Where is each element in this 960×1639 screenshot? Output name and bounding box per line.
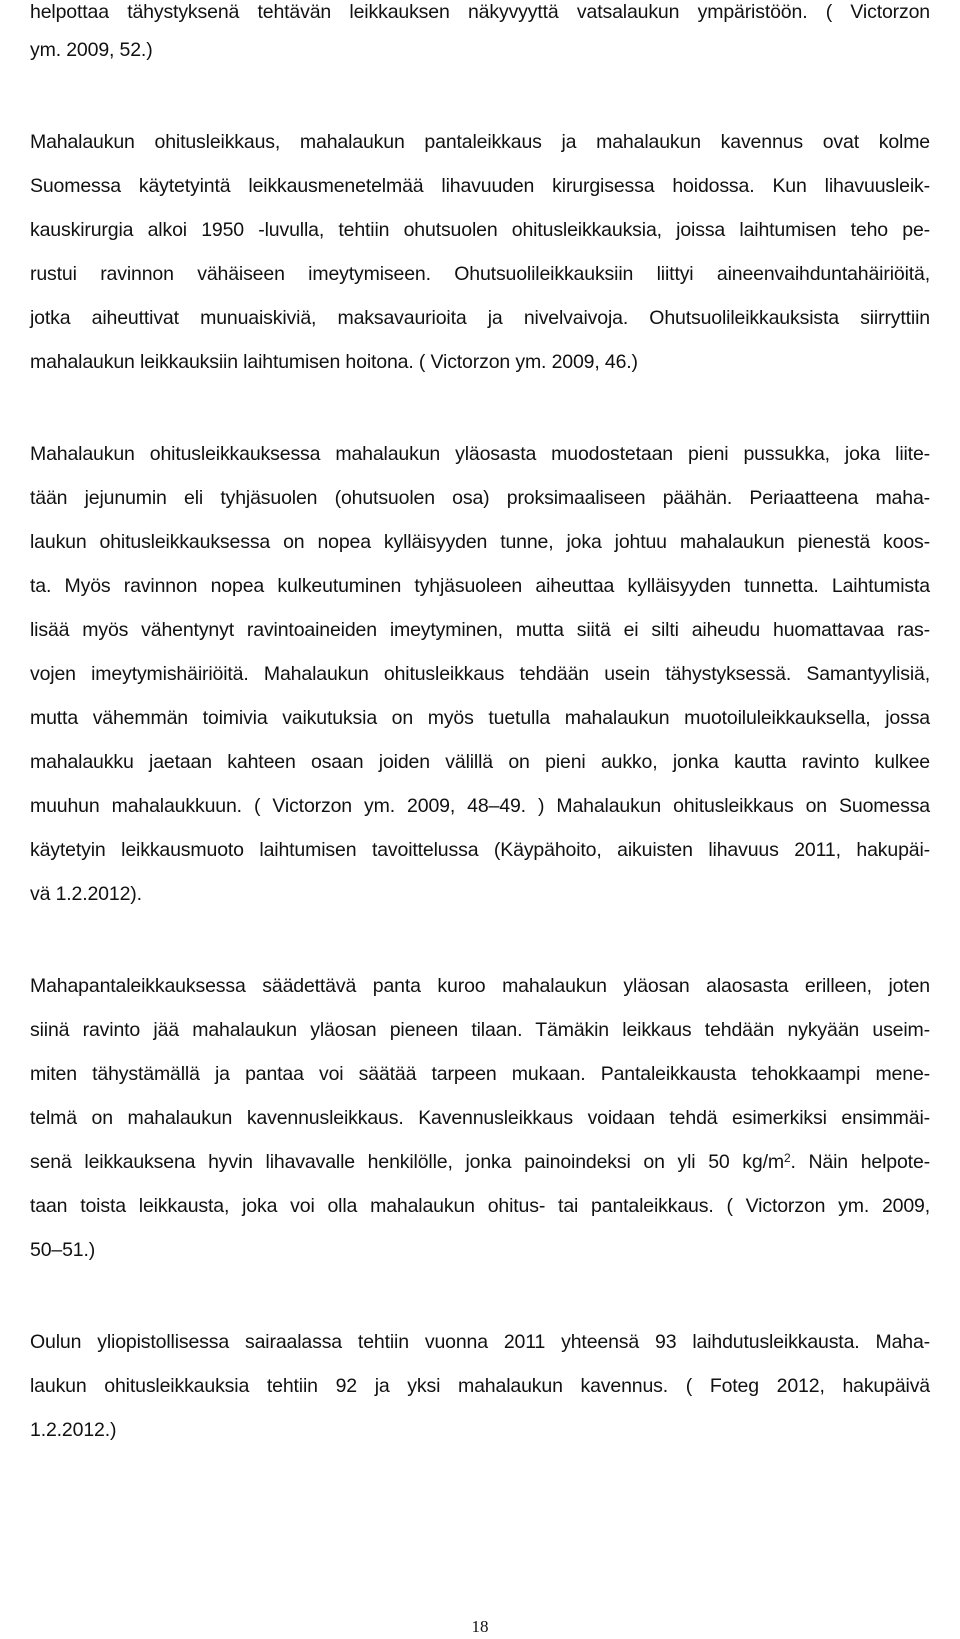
text-line: lisää myös vähentynyt ravintoaineiden imeytyminen, mutta siitä ei silti aiheudu huomattavaa ras- xyxy=(30,619,930,641)
text-line: vä 1.2.2012). xyxy=(30,883,142,905)
text-line: 50–51.) xyxy=(30,1239,96,1261)
text-line: Suomessa käytetyintä leikkausmenetelmää lihavuuden kirurgisessa hoidossa. Kun lihavuusleik- xyxy=(30,175,930,197)
text-line: siinä ravinto jää mahalaukun yläosan pieneen tilaan. Tämäkin leikkaus tehdään nykyään useim- xyxy=(30,1019,930,1041)
superscript: 2 xyxy=(783,1151,791,1165)
text-line: vojen imeytymishäiriöitä. Mahalaukun ohitusleikkaus tehdään usein tähystyksessä. Samantyylisiä, xyxy=(30,663,930,685)
text-segment: senä leikkauksena hyvin lihavavalle henkilölle, jonka painoindeksi on yli 50 kg/m xyxy=(30,1151,784,1173)
text-line: laukun ohitusleikkauksessa on nopea kylläisyyden tunne, joka johtuu mahalaukun pienestä koos- xyxy=(30,531,930,553)
text-line: käytetyin leikkausmuoto laihtumisen tavoittelussa (Käypähoito, aikuisten lihavuus 2011, hakupäi- xyxy=(30,839,930,861)
text-segment: . Näin helpote- xyxy=(790,1151,930,1173)
text-line: laukun ohitusleikkauksia tehtiin 92 ja yksi mahalaukun kavennus. ( Foteg 2012, hakupäivä xyxy=(30,1375,930,1397)
text-line: helpottaa tähystyksenä tehtävän leikkauksen näkyvyyttä vatsalaukun ympäristöön. ( Victorzon xyxy=(30,1,930,23)
text-line: mutta vähemmän toimivia vaikutuksia on myös tuetulla mahalaukun muotoiluleikkauksella, jossa xyxy=(30,707,930,729)
text-line: 1.2.2012.) xyxy=(30,1419,117,1441)
text-line: rustui ravinnon vähäiseen imeytymiseen. Ohutsuolileikkauksiin liittyi aineenvaihduntahäiriöitä, xyxy=(30,263,930,285)
text-line: ta. Myös ravinnon nopea kulkeutuminen tyhjäsuoleen aiheuttaa kylläisyyden tunnetta. Laihtumista xyxy=(30,575,930,597)
text-line: mahalaukku jaetaan kahteen osaan joiden välillä on pieni aukko, jonka kautta ravinto kulkee xyxy=(30,751,930,773)
text-line: Mahapantaleikkauksessa säädettävä panta kuroo mahalaukun yläosan alaosasta erilleen, joten xyxy=(30,975,930,997)
text-line: Oulun yliopistollisessa sairaalassa tehtiin vuonna 2011 yhteensä 93 laihdutusleikkausta. Maha- xyxy=(30,1331,930,1353)
text-line: jotka aiheuttivat munuaiskiviä, maksavaurioita ja nivelvaivoja. Ohutsuolileikkauksista siirryttiin xyxy=(30,307,930,329)
text-line: ym. 2009, 52.) xyxy=(30,39,153,61)
text-line: Mahalaukun ohitusleikkaus, mahalaukun pantaleikkaus ja mahalaukun kavennus ovat kolme xyxy=(30,131,930,153)
text-line xyxy=(30,1150,930,1174)
page-number: 18 xyxy=(471,1617,489,1636)
text-line: telmä on mahalaukun kavennusleikkaus. Kavennusleikkaus voidaan tehdä esimerkiksi ensimmäi- xyxy=(30,1107,930,1129)
text-line: tään jejunumin eli tyhjäsuolen (ohutsuolen osa) proksimaaliseen päähän. Periaatteena maha- xyxy=(30,487,930,509)
text-line: muuhun mahalaukkuun. ( Victorzon ym. 2009, 48–49. ) Mahalaukun ohitusleikkaus on Suomessa xyxy=(30,795,930,817)
text-line: kauskirurgia alkoi 1950 -luvulla, tehtiin ohutsuolen ohitusleikkauksia, joissa laihtumisen teho pe- xyxy=(30,219,930,241)
text-line: taan toista leikkausta, joka voi olla mahalaukun ohitus- tai pantaleikkaus. ( Victorzon ym. 2009, xyxy=(30,1195,930,1217)
text-line: miten tähystämällä ja pantaa voi säätää tarpeen mukaan. Pantaleikkausta tehokkaampi mene- xyxy=(30,1063,930,1085)
text-line: Mahalaukun ohitusleikkauksessa mahalaukun yläosasta muodostetaan pieni pussukka, joka liite- xyxy=(30,443,930,465)
text-line: mahalaukun leikkauksiin laihtumisen hoitona. ( Victorzon ym. 2009, 46.) xyxy=(30,351,638,373)
